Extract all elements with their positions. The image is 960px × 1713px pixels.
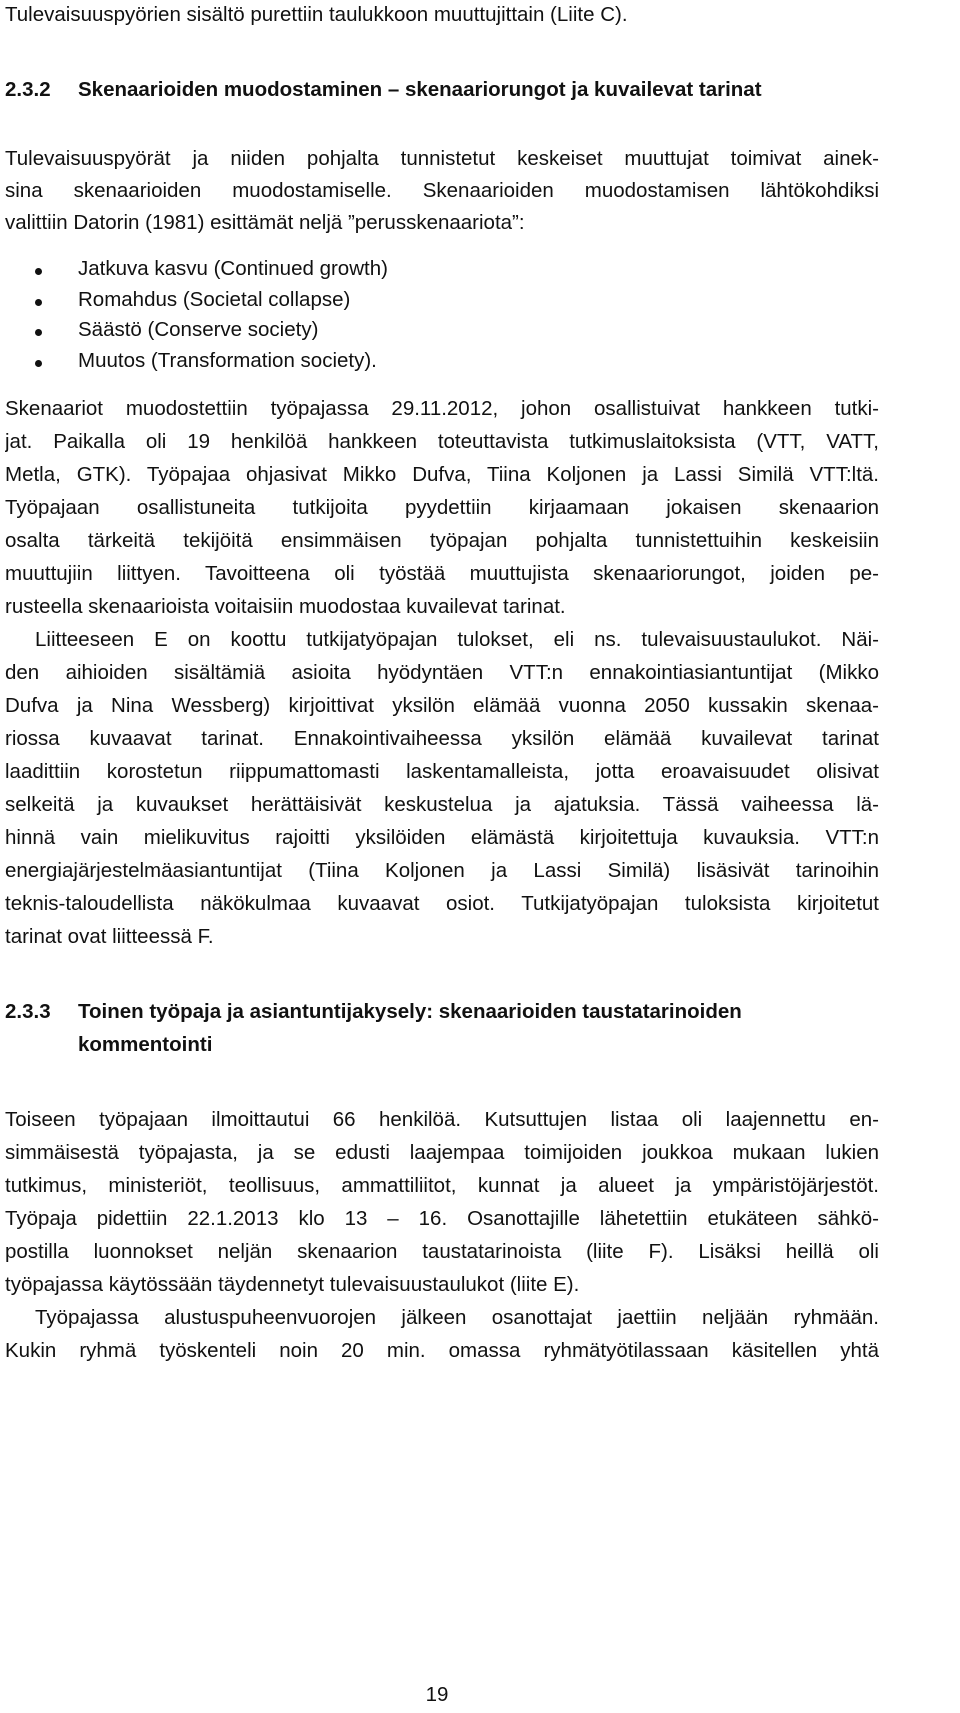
bullet-dot — [35, 360, 42, 367]
paragraph-line: teknis-taloudellista näkökulmaa kuvaavat osiot. Tutkijatyöpajan tuloksista kirjoitetut — [5, 892, 879, 915]
list-item: Säästö (Conserve society) — [78, 318, 319, 341]
paragraph-line: riossa kuvaavat tarinat. Ennakointivaiheessa yksilön elämää kuvailevat tarinat — [5, 727, 879, 750]
paragraph-line: tarinat ovat liitteessä F. — [5, 925, 214, 948]
paragraph-line: osalta tärkeitä tekijöitä ensimmäisen työpajan pohjalta tunnistettuihin keskeisiin — [5, 529, 879, 552]
section-title: Skenaarioiden muodostaminen – skenaariorungot ja kuvailevat tarinat — [78, 78, 762, 101]
paragraph-line: valittiin Datorin (1981) esittämät neljä ”perusskenaariota”: — [5, 211, 525, 234]
paragraph-line: Työpajaan osallistuneita tutkijoita pyydettiin kirjaamaan jokaisen skenaarion — [5, 496, 879, 519]
paragraph-line: Metla, GTK). Työpajaa ohjasivat Mikko Dufva, Tiina Koljonen ja Lassi Similä VTT:ltä. — [5, 463, 879, 486]
paragraph-line: muuttujiin liittyen. Tavoitteena oli työstää muuttujista skenaariorungot, joiden pe- — [5, 562, 879, 585]
paragraph-line: simmäisestä työpajasta, ja se edusti laajempaa toimijoiden joukkoa mukaan lukien — [5, 1141, 879, 1164]
paragraph-line: työpajassa käytössään täydennetyt tulevaisuustaulukot (liite E). — [5, 1273, 580, 1296]
paragraph-line: selkeitä ja kuvaukset herättäisivät keskustelua ja ajatuksia. Tässä vaiheessa lä- — [5, 793, 879, 816]
paragraph-line: Liitteeseen E on koottu tutkijatyöpajan tulokset, eli ns. tulevaisuustaulukot. Näi- — [35, 628, 879, 651]
paragraph-line: Tulevaisuuspyörät ja niiden pohjalta tunnistetut keskeiset muuttujat toimivat ainek- — [5, 147, 879, 170]
paragraph-line: Työpajassa alustuspuheenvuorojen jälkeen osanottajat jaettiin neljään ryhmään. — [35, 1306, 879, 1329]
list-item: Romahdus (Societal collapse) — [78, 288, 351, 311]
bullet-dot — [35, 299, 42, 306]
section-number: 2.3.3 — [5, 1000, 51, 1023]
paragraph-line: den aihioiden sisältämiä asioita hyödyntäen VTT:n ennakointiasiantuntijat (Mikko — [5, 661, 879, 684]
paragraph-line: energiajärjestelmäasiantuntijat (Tiina Koljonen ja Lassi Similä) lisäsivät tarinoihin — [5, 859, 879, 882]
paragraph-line: Toiseen työpajaan ilmoittautui 66 henkilöä. Kutsuttujen listaa oli laajennettu en- — [5, 1108, 879, 1131]
paragraph-line: sina skenaarioiden muodostamiselle. Skenaarioiden muodostamisen lähtökohdiksi — [5, 179, 879, 202]
paragraph-line: Skenaariot muodostettiin työpajassa 29.11.2012, johon osallistuivat hankkeen tutki- — [5, 397, 879, 420]
paragraph-line: Työpaja pidettiin 22.1.2013 klo 13 – 16. Osanottajille lähetettiin etukäteen sähkö- — [5, 1207, 879, 1230]
section-number: 2.3.2 — [5, 78, 51, 101]
page-number: 19 — [425, 1683, 449, 1706]
section-title-continued: kommentointi — [78, 1033, 213, 1056]
paragraph-line: Kukin ryhmä työskenteli noin 20 min. omassa ryhmätyötilassaan käsitellen yhtä — [5, 1339, 879, 1362]
list-item: Jatkuva kasvu (Continued growth) — [78, 257, 388, 280]
paragraph-line: postilla luonnokset neljän skenaarion taustatarinoista (liite F). Lisäksi heillä oli — [5, 1240, 879, 1263]
intro-line: Tulevaisuuspyörien sisältö purettiin taulukkoon muuttujittain (Liite C). — [5, 3, 628, 26]
paragraph-line: jat. Paikalla oli 19 henkilöä hankkeen toteuttavista tutkimuslaitoksista (VTT, VATT, — [5, 430, 879, 453]
bullet-dot — [35, 329, 42, 336]
section-title: Toinen työpaja ja asiantuntijakysely: skenaarioiden taustatarinoiden — [78, 1000, 742, 1023]
paragraph-line: Dufva ja Nina Wessberg) kirjoittivat yksilön elämää vuonna 2050 kussakin skenaa- — [5, 694, 879, 717]
paragraph-line: laadittiin korostetun riippumattomasti laskentamalleista, jotta eroavaisuudet olisivat — [5, 760, 879, 783]
paragraph-line: tutkimus, ministeriöt, teollisuus, ammattiliitot, kunnat ja alueet ja ympäristöjärjestöt. — [5, 1174, 879, 1197]
bullet-dot — [35, 268, 42, 275]
paragraph-line: hinnä vain mielikuvitus rajoitti yksilöiden elämästä kirjoitettuja kuvauksia. VTT:n — [5, 826, 879, 849]
list-item: Muutos (Transformation society). — [78, 349, 377, 372]
paragraph-line: rusteella skenaarioista voitaisiin muodostaa kuvailevat tarinat. — [5, 595, 566, 618]
